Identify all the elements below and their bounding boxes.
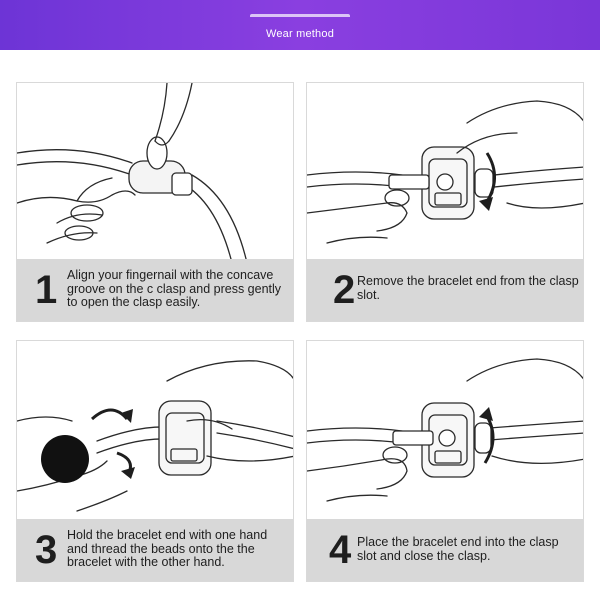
step-caption-1 (17, 259, 293, 321)
step-caption-2 (307, 259, 583, 321)
step-number-4: 4 (329, 528, 352, 572)
step-number-2: 2 (333, 268, 356, 312)
step-panel-1 (16, 82, 294, 322)
step-caption-4 (307, 519, 583, 581)
header-subtitle: Wear method (265, 28, 335, 40)
step-number-1: 1 (35, 268, 58, 312)
step-text-1: Align your fingernail with the concave groove on the c clasp and press gently to open the clasp easily. (67, 268, 282, 309)
step-text-2: Remove the bracelet end from the clasp slot. (357, 274, 579, 302)
clasp-closing-illustration (307, 341, 584, 521)
bead-threading-illustration (17, 341, 294, 521)
finger-pressing-clasp-illustration (17, 83, 294, 263)
step-caption-3 (17, 519, 293, 581)
step-panel-4 (306, 340, 584, 582)
header-banner (0, 0, 600, 50)
header-title-cropped (250, 14, 350, 22)
step-panel-2 (306, 82, 584, 322)
step-panel-3 (16, 340, 294, 582)
step-text-4: Place the bracelet end into the clasp slot and close the clasp. (357, 535, 559, 563)
step-number-3: 3 (35, 528, 58, 572)
step-text-3: Hold the bracelet end with one hand and thread the beads onto the the bracelet with the other hand. (67, 528, 268, 569)
clasp-removal-illustration (307, 83, 584, 263)
